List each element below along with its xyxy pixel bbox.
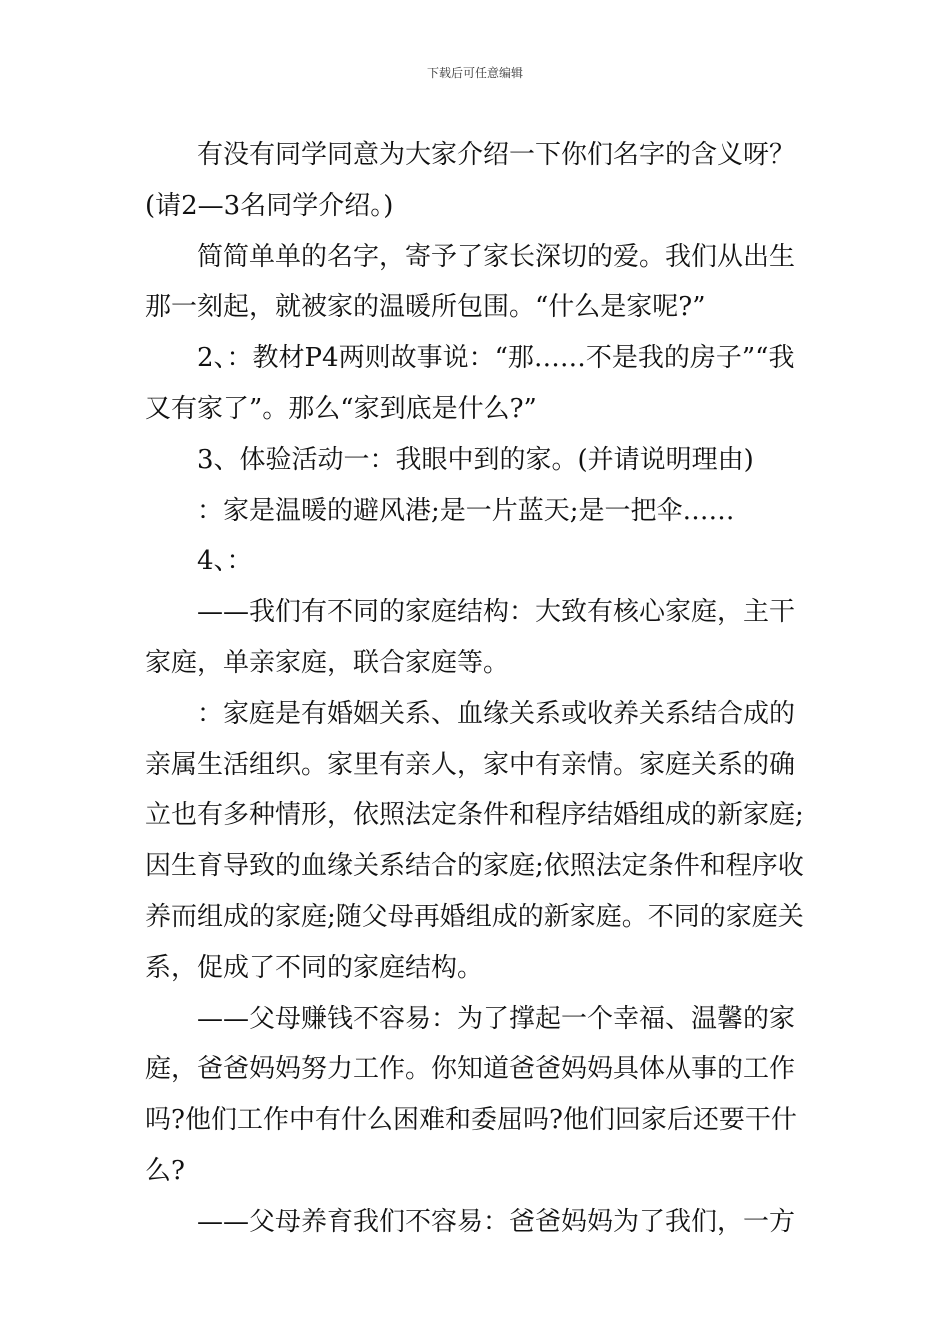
paragraph-4: 3、体验活动一：我眼中到的家。(并请说明理由) bbox=[197, 444, 754, 475]
paragraph-6: 4、： bbox=[197, 546, 253, 577]
paragraph-8: ：家庭是有婚姻关系、血缘关系或收养关系结合成的亲属生活组织。家里有亲人，家中有亲情。家庭关系的确立也有多种情形，依照法定条件和程序结婚组成的新家庭;因生育导致的血缘关系结合的家庭;依照法定条件和程序收养而组成的家庭;随父母再婚组成的新家庭。不同的家庭关系，促成了不同的家庭结构。 bbox=[145, 698, 804, 983]
paragraph-5: ：家是温暖的避风港;是一片蓝天;是一把伞…… bbox=[197, 495, 735, 526]
document-body bbox=[145, 130, 813, 1248]
paragraph-7: ——我们有不同的家庭结构：大致有核心家庭，主干家庭，单亲家庭，联合家庭等。 bbox=[145, 597, 796, 678]
paragraph-3: 2、：教材P4两则故事说：“那……不是我的房子”“我又有家了”。那么“家到底是什么?” bbox=[145, 343, 795, 424]
paragraph-10: ——父母养育我们不容易：爸爸妈妈为了我们，一方 bbox=[197, 1206, 796, 1237]
paragraph-1: 有没有同学同意为大家介绍一下你们名字的含义呀？(请2—3名同学介绍。) bbox=[145, 140, 796, 221]
page-header: 下载后可任意编辑 bbox=[426, 66, 523, 80]
paragraph-2: 简简单单的名字，寄予了家长深切的爱。我们从出生那一刻起，就被家的温暖所包围。“什么是家呢?” bbox=[145, 241, 796, 323]
paragraph-9: ——父母赚钱不容易：为了撑起一个幸福、温馨的家庭，爸爸妈妈努力工作。你知道爸爸妈妈具体从事的工作吗?他们工作中有什么困难和委屈吗?他们回家后还要干什么? bbox=[145, 1003, 797, 1186]
